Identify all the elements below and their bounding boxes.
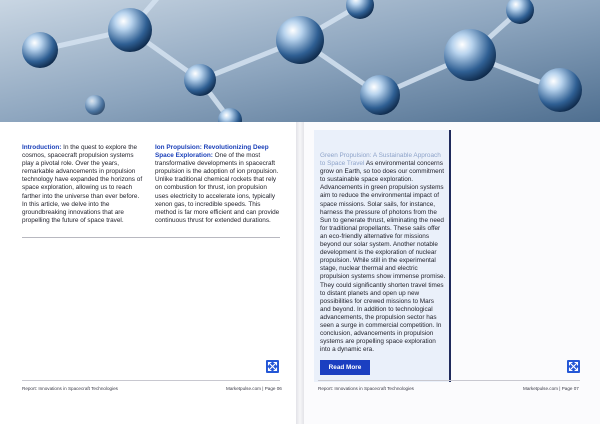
green-propulsion-text-block bbox=[320, 152, 446, 354]
section-divider bbox=[22, 237, 280, 238]
ion-propulsion-text: One of the most transformative developments in spacecraft propulsion is the adoption of ion propulsion. Unlike traditional chemical rockets that rely on combustion for thrust, ion propulsion uses electricity to accelerate ions, typically xenon gas, to incredible speeds. This method is far more efficient and can provide continuous thrust for extended durations. bbox=[155, 152, 280, 224]
footer-page-number: Marketpulse.com | Page 07 bbox=[523, 386, 579, 391]
intro-heading: Introduction: bbox=[22, 144, 62, 151]
molecule-illustration bbox=[0, 0, 600, 122]
footer-rule-left bbox=[22, 380, 280, 381]
green-propulsion-heading: Green Propulsion: A Sustainable Approach to Space Travel bbox=[320, 152, 441, 168]
expand-icon[interactable] bbox=[567, 360, 580, 373]
footer-report-title: Report: Innovations in Spacecraft Technologies bbox=[318, 386, 414, 391]
footer-rule-right bbox=[318, 380, 580, 381]
read-more-button[interactable]: Read More bbox=[320, 360, 370, 375]
expand-icon[interactable] bbox=[266, 360, 279, 373]
intro-column bbox=[22, 144, 146, 225]
green-propulsion-text: As environmental concerns grow on Earth, so too does our commitment to sustainable space exploration. Advancements in green propulsion systems aim to reduce the environmental impact of space missions. Solar sails, for instance, harness the pressure of photons from the Sun to generate thrust, eliminating the need for traditional propellants. These sails offer an eco-friendly alternative for missions beyond our solar system. Another notable development is the exploration of nuclear propulsion. While still in the experimental stage, nuclear thermal and electric propulsion systems show immense promise. They could significantly shorten travel times to distant planets and open up new possibilities for crewed missions to Mars and beyond. In addition to technological advancements, the propulsion sector has seen a surge in commercial competition. In conclusion, advancements in propulsion systems are propelling space exploration into a dynamic era. bbox=[320, 160, 446, 354]
ion-propulsion-column bbox=[155, 144, 281, 225]
hero-molecule-image bbox=[0, 0, 600, 122]
footer-report-title: Report: Innovations in Spacecraft Technologies bbox=[22, 386, 118, 391]
intro-text: In the quest to explore the cosmos, spacecraft propulsion systems play a pivotal role. Over the years, remarkable advancements in propulsion technology have expanded the horizons of space exploration, allowing us to reach farther into the universe than ever before. In this article, we delve into the groundbreaking innovations that are propelling the future of space travel. bbox=[22, 144, 143, 224]
page-gutter bbox=[296, 122, 304, 424]
footer-page-number: Marketpulse.com | Page 06 bbox=[226, 386, 282, 391]
ion-propulsion-heading: Ion Propulsion: Revolutionizing Deep Space Exploration: bbox=[155, 144, 269, 160]
